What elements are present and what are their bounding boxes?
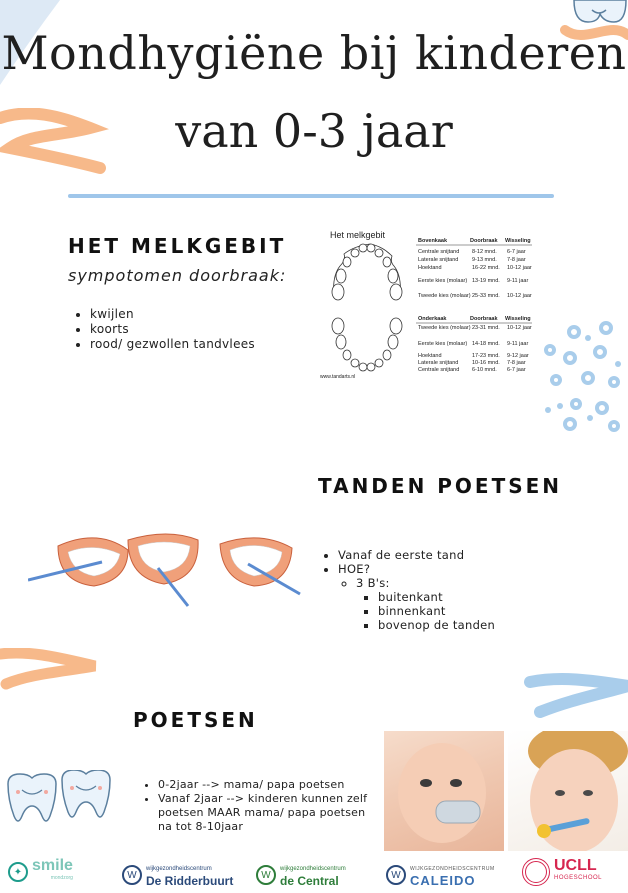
w-logo-icon: W <box>122 865 142 885</box>
mouth-1 <box>28 538 128 586</box>
ucll-logo-text: UCLL <box>554 857 597 874</box>
upper-row-2-doorbraak: 16-22 mnd. <box>472 265 500 271</box>
page-title-line2: van 0-3 jaar <box>175 104 453 158</box>
ucll-circle-icon <box>522 858 550 886</box>
list-item: • rood/ gezwollen tandvlees <box>90 337 300 352</box>
lower-row-2-doorbraak: 17-23 mnd. <box>472 353 500 359</box>
upper-row-3-doorbraak: 13-19 mnd. <box>472 278 500 284</box>
lower-row-3-wisseling: 7-8 jaar <box>507 360 526 366</box>
melkgebit-heading: HET MELKGEBIT <box>68 234 287 258</box>
lower-row-2-wisseling: 9-12 jaar <box>507 353 529 359</box>
melkgebit-list <box>70 307 300 352</box>
list-item <box>338 562 568 632</box>
poetsen-list <box>138 778 368 834</box>
lower-row-2-name: Hoektand <box>418 353 442 359</box>
mouth-2 <box>128 534 198 606</box>
ucll-logo-sub: HOGESCHOOL <box>554 875 603 881</box>
lower-row-0-name: Tweede kies (molaar) <box>418 325 471 331</box>
ridderbuurt-logo-top: wijkgezondheidscentrum <box>146 866 212 872</box>
smile-logo-text: smile <box>32 857 73 874</box>
upper-header-0: Bovenkaak <box>418 238 448 244</box>
ridderbuurt-logo <box>122 863 233 887</box>
list-item: • Vanaf 2jaar --> kinderen kunnen zelf poetsen MAAR mama/ papa poetsen na tot 8-10jaar <box>158 792 368 834</box>
upper-row-2-name: Hoektand <box>418 265 442 271</box>
lower-header-0: Onderkaak <box>418 316 447 322</box>
upper-row-1-doorbraak: 9-13 mnd. <box>472 257 497 263</box>
list-item: • koorts <box>90 322 300 337</box>
baby-photo <box>384 731 504 851</box>
mouth-3 <box>220 538 300 594</box>
lower-row-4-wisseling: 6-7 jaar <box>507 367 526 373</box>
chart-title: Het melkgebit <box>330 230 386 240</box>
list-item-label: 3 B's: <box>356 576 390 590</box>
title-divider <box>68 194 554 198</box>
w-logo-icon: W <box>386 865 406 885</box>
lower-row-0-doorbraak: 23-31 mnd. <box>472 325 500 331</box>
upper-row-4-doorbraak: 25-33 mnd. <box>472 293 500 299</box>
upper-row-0-wisseling: 6-7 jaar <box>507 249 526 255</box>
upper-row-0-name: Centrale snijtand <box>418 249 460 255</box>
list-item: ▪ bovenop de tanden <box>378 618 568 632</box>
decor-orange-mid-left <box>0 648 110 698</box>
brushing-illustration <box>28 528 308 614</box>
melkgebit-chart <box>314 226 536 382</box>
upper-row-1-wisseling: 7-8 jaar <box>507 257 526 263</box>
poetsen-heading: POETSEN <box>133 708 258 732</box>
upper-row-0-doorbraak: 8-12 mnd. <box>472 249 497 255</box>
list-item: ▪ binnenkant <box>378 604 568 618</box>
central-logo-text: de Central <box>280 874 339 888</box>
lower-row-4-name: Centrale snijtand <box>418 367 460 373</box>
upper-row-2-wisseling: 10-12 jaar <box>507 265 532 271</box>
lower-row-1-doorbraak: 14-18 mnd. <box>472 341 500 347</box>
lower-header-1: Doorbraak <box>470 316 498 322</box>
lower-row-3-doorbraak: 10-16 mnd. <box>472 360 500 366</box>
caleido-logo-top: WIJKGEZONDHEIDSCENTRUM <box>410 866 495 872</box>
w-logo-icon: W <box>256 865 276 885</box>
list-item-label: HOE? <box>338 562 371 576</box>
caleido-logo <box>386 863 495 887</box>
lower-row-4-doorbraak: 6-10 mnd. <box>472 367 497 373</box>
list-item: ▪ buitenkant <box>378 590 568 604</box>
lower-jaw-illustration <box>332 318 402 371</box>
ucll-logo <box>522 858 602 886</box>
list-item: • 0-2jaar --> mama/ papa poetsen <box>158 778 368 792</box>
upper-row-1-name: Laterale snijtand <box>418 257 459 263</box>
upper-header-2: Wisseling <box>505 238 531 244</box>
melkgebit-subheading: sympotomen doorbraak: <box>68 266 287 285</box>
upper-row-4-name: Tweede kies (molaar) <box>418 293 471 299</box>
lower-header-2: Wisseling <box>505 316 531 322</box>
smile-logo-sub: mondzorg <box>50 875 73 881</box>
page-title-line1: Mondhygiëne bij kinderen <box>1 26 627 80</box>
tanden-list <box>318 548 568 632</box>
tooth-mascots-icon <box>0 770 125 836</box>
central-logo-top: wijkgezondheidscentrum <box>280 866 346 872</box>
upper-row-3-name: Eerste kies (molaar) <box>418 278 468 284</box>
caleido-logo-text: CALEIDO <box>410 873 476 888</box>
upper-row-4-wisseling: 10-12 jaar <box>507 293 532 299</box>
toddler-photo <box>508 731 628 851</box>
upper-jaw-illustration <box>332 244 402 300</box>
lower-row-1-wisseling: 9-11 jaar <box>507 341 529 347</box>
upper-header-1: Doorbraak <box>470 238 498 244</box>
tanden-heading: TANDEN POETSEN <box>318 474 563 498</box>
decor-blue-mid-right <box>520 672 628 722</box>
list-item: • kwijlen <box>90 307 300 322</box>
smile-logo <box>8 857 73 884</box>
ridderbuurt-logo-text: De Ridderbuurt <box>146 874 234 888</box>
tooth-mascot-top-right <box>570 0 628 26</box>
tooth-logo-icon: ✦ <box>8 862 28 882</box>
decor-blue-dots <box>540 318 626 436</box>
central-logo <box>256 863 346 887</box>
list-item: • Vanaf de eerste tand <box>338 548 568 562</box>
lower-row-3-name: Laterale snijtand <box>418 360 459 366</box>
lower-row-0-wisseling: 10-12 jaar <box>507 325 532 331</box>
chart-source: www.tandarts.nl <box>320 374 356 380</box>
lower-row-1-name: Eerste kies (molaar) <box>418 341 468 347</box>
list-item <box>356 576 568 632</box>
upper-row-3-wisseling: 9-11 jaar <box>507 278 529 284</box>
